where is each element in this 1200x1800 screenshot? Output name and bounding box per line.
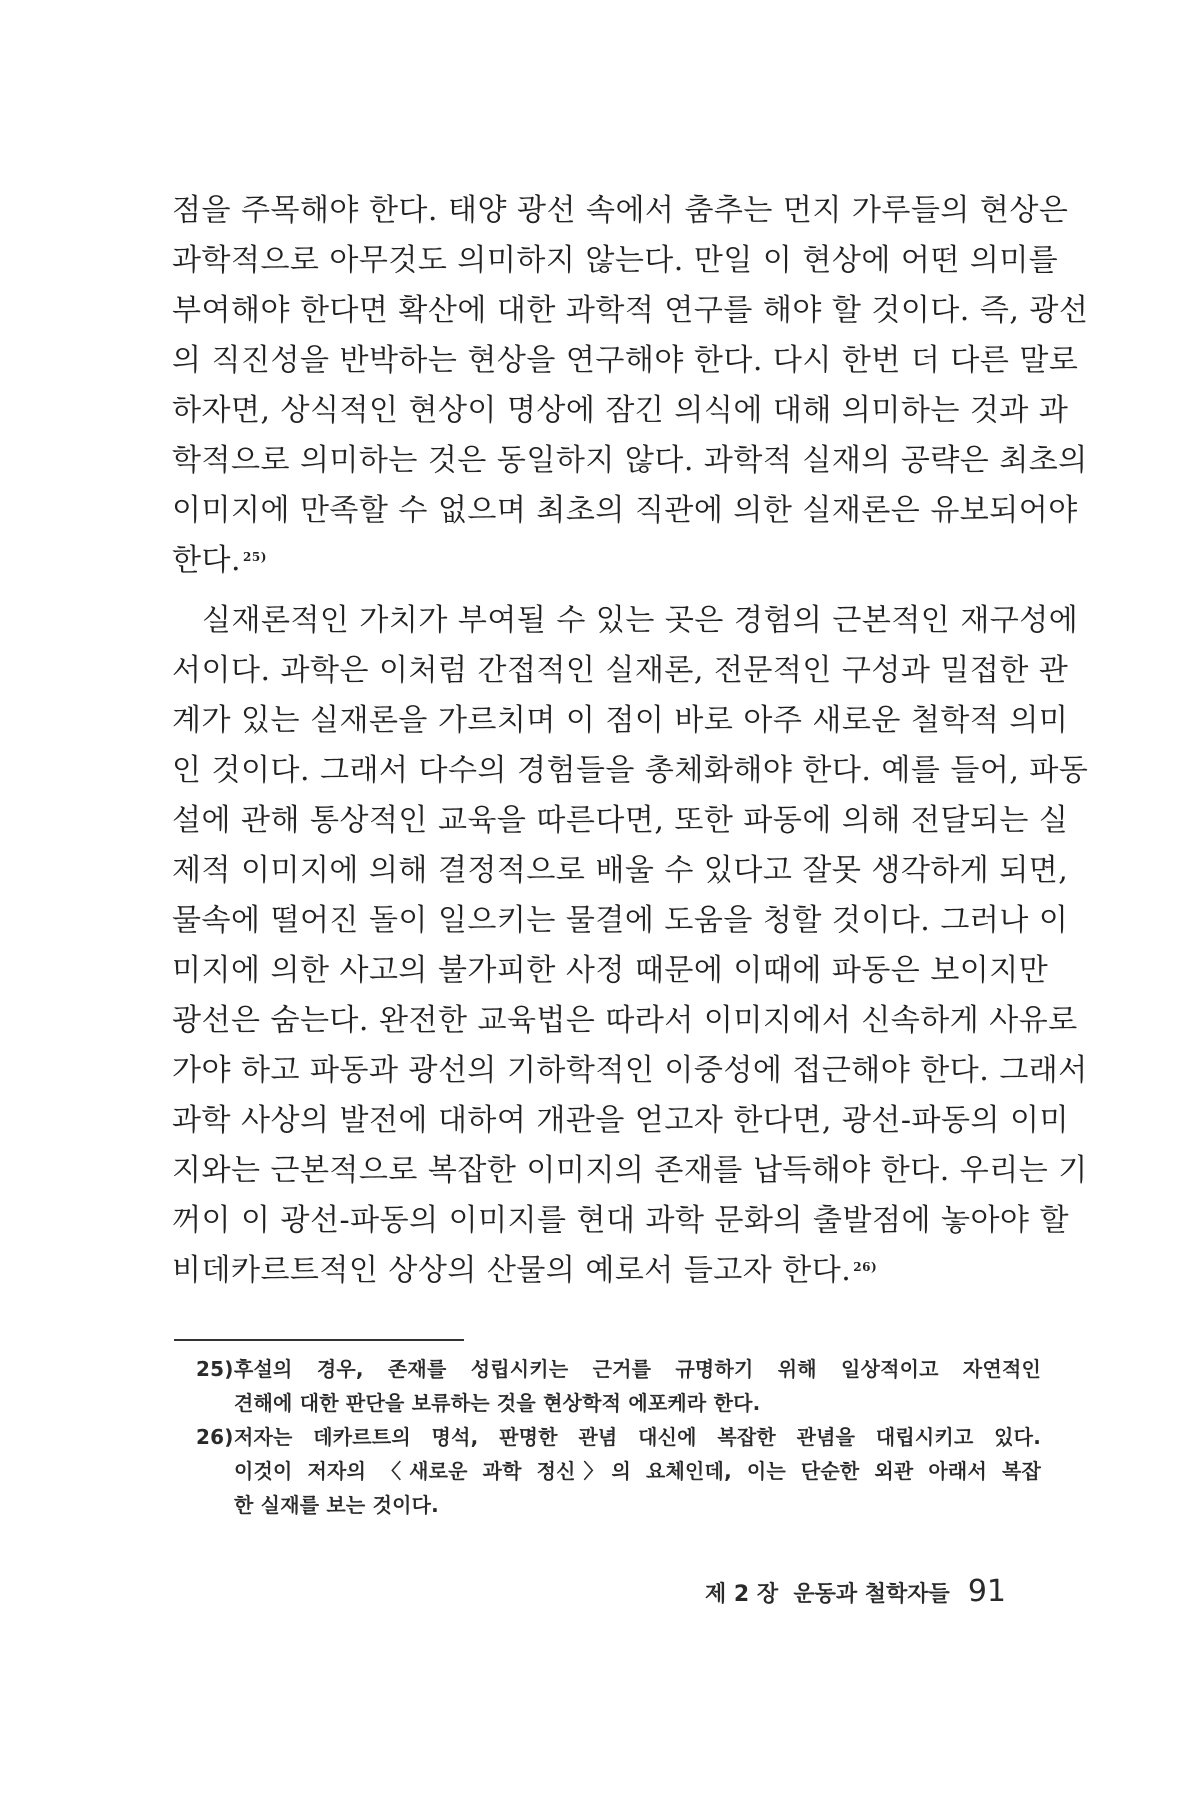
footnote-divider: [174, 1339, 464, 1341]
text-line: [172, 1246, 1036, 1296]
text-line: 지와는 근본적으로 복잡한 이미지의 존재를 납득해야 한다. 우리는 기: [172, 1153, 1088, 1188]
text-line: 실재론적인 가치가 부여될 수 있는 곳은 경험의 근본적인 재구성에: [202, 603, 1079, 638]
footnote-text: 저자는 데카르트의 명석, 판명한 관념 대신에 복잡한 관념을 대립시키고 있다.: [234, 1425, 1041, 1449]
text-line: 미지에 의한 사고의 불가피한 사정 때문에 이때에 파동은 보이지만: [172, 953, 1049, 988]
text-line: 물속에 떨어진 돌이 일으키는 물결에 도움을 청할 것이다. 그러나 이: [172, 903, 1069, 938]
text-line-content: 한다.: [172, 543, 241, 578]
text-line: 계가 있는 실재론을 가르치며 이 점이 바로 아주 새로운 철학적 의미: [172, 703, 1069, 738]
text-line-content: 비데카르트적인 상상의 산물의 예로서 들고자 한다.: [172, 1253, 852, 1288]
text-line: 설에 관해 통상적인 교육을 따른다면, 또한 파동에 의해 전달되는 실: [172, 803, 1069, 838]
text-line: 점을 주목해야 한다. 태양 광선 속에서 춤추는 먼지 가루들의 현상은: [172, 193, 1069, 228]
text-line: 학적으로 의미하는 것은 동일하지 않다. 과학적 실재의 공략은 최초의: [172, 443, 1088, 478]
footnote-26-cont: 이것이 저자의 〈새로운 과학 정신〉의 요체인데, 이는 단순한 외관 아래서 복잡: [234, 1459, 1041, 1483]
text-line: [172, 536, 1036, 586]
text-line: 과학 사상의 발전에 대하여 개관을 얻고자 한다면, 광선-파동의 이미: [172, 1103, 1069, 1138]
text-line: 꺼이 이 광선-파동의 이미지를 현대 과학 문화의 출발점에 놓아야 할: [172, 1203, 1069, 1238]
text-line: 의 직진성을 반박하는 현상을 연구해야 한다. 다시 한번 더 다른 말로: [172, 343, 1079, 378]
text-line: 부여해야 한다면 확산에 대한 과학적 연구를 해야 할 것이다. 즉, 광선: [172, 293, 1089, 328]
footnote-ref-25: 25): [243, 550, 267, 564]
text-line: 제적 이미지에 의해 결정적으로 배울 수 있다고 잘못 생각하게 되면,: [172, 853, 1069, 888]
chapter-title: 제 2 장 운동과 철학자들: [704, 1582, 950, 1607]
text-line: 하자면, 상식적인 현상이 명상에 잠긴 의식에 대해 의미하는 것과 과: [172, 393, 1069, 428]
text-line: 과학적으로 아무것도 의미하지 않는다. 만일 이 현상에 어떤 의미를: [172, 243, 1059, 278]
footnote-number: 26): [196, 1425, 234, 1449]
footnote-ref-26: 26): [853, 1260, 878, 1274]
footnote-25-cont: 견해에 대한 판단을 보류하는 것을 현상학적 에포케라 한다.: [234, 1391, 761, 1415]
page-footer: [0, 1574, 1006, 1614]
footnote-text: 후설의 경우, 존재를 성립시키는 근거를 규명하기 위해 일상적이고 자연적인: [234, 1357, 1041, 1381]
footnote-number: 25): [196, 1357, 234, 1381]
footnote-25: [196, 1352, 1041, 1386]
page-number: 91: [967, 1574, 1006, 1609]
text-line: 광선은 숨는다. 완전한 교육법은 따라서 이미지에서 신속하게 사유로: [172, 1003, 1078, 1038]
footnote-26: [196, 1420, 1041, 1454]
text-line: 가야 하고 파동과 광선의 기하학적인 이중성에 접근해야 한다. 그래서: [172, 1053, 1088, 1088]
text-line: 이미지에 만족할 수 없으며 최초의 직관에 의한 실재론은 유보되어야: [172, 493, 1078, 528]
footnote-26-cont: 한 실재를 보는 것이다.: [234, 1493, 439, 1517]
text-line: 서이다. 과학은 이처럼 간접적인 실재론, 전문적인 구성과 밀접한 관: [172, 653, 1069, 688]
text-line: 인 것이다. 그래서 다수의 경험들을 총체화해야 한다. 예를 들어, 파동: [172, 753, 1089, 788]
